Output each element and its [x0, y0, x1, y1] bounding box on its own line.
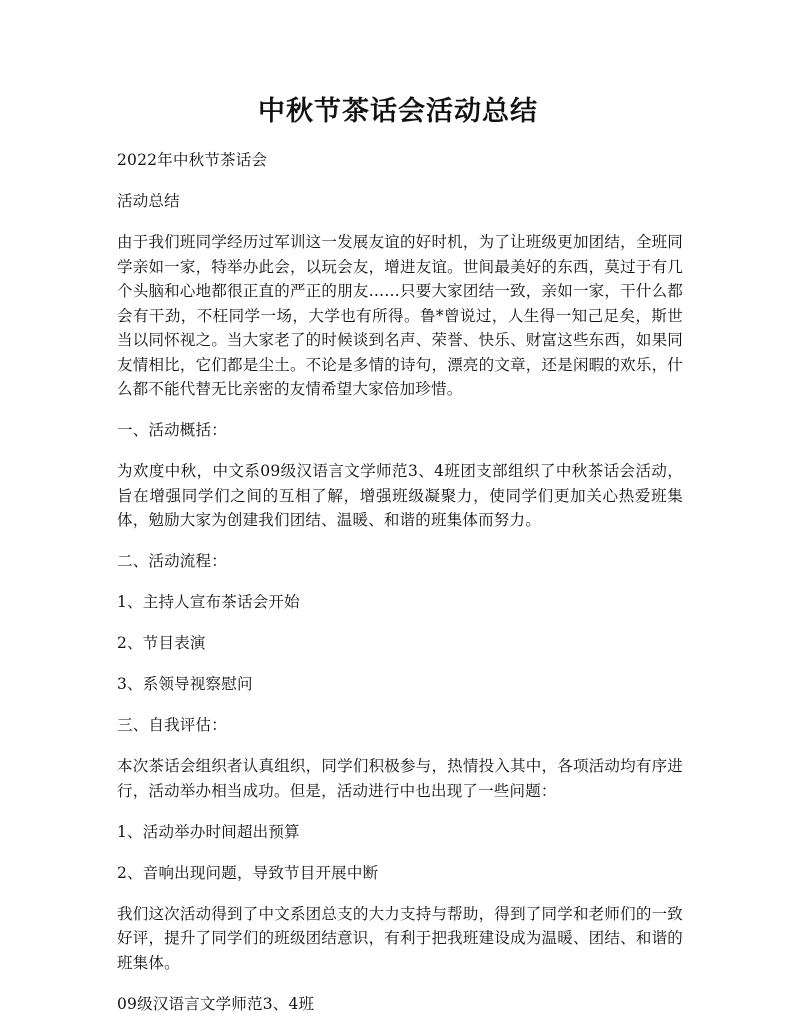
list-item: 2、音响出现问题，导致节目开展中断	[117, 863, 379, 882]
list-item: 1、活动举办时间超出预算	[117, 822, 300, 841]
section-heading: 三、自我评估：	[117, 716, 227, 734]
overview-paragraph: 为欢度中秋，中文系09级汉语言文学师范3、4班团支部组织了中秋茶话会活动，旨在增强同学们之间的互相了解，增强班级凝聚力，使同学们更加关心热爱班集体，勉励大家为创建我们团结、温暖、和谐的班集体而努力。	[117, 462, 683, 529]
closing-paragraph: 我们这次活动得到了中文系团总支的大力支持与帮助，得到了同学和老师们的一致好评，提升了同学们的班级团结意识，有利于把我班建设成为温暖、团结、和谐的班集体。	[117, 904, 683, 972]
intro-paragraph: 由于我们班同学经历过军训这一发展友谊的好时机，为了让班级更加团结，全班同学亲如一家，特举办此会，以玩会友，增进友谊。世间最美好的东西，莫过于有几个头脑和心地都很正直的严正的朋友……只要大家团结一致，亲如一家，干什么都会有干劲，不枉同学一场，大学也有所得。鲁*曾说过，人生得一知己足矣，斯世当以同怀视之。当大家老了的时候谈到名声、荣誉、快乐、财富这些东西，如果同友情相比，它们都是尘土。不论是多情的诗句，漂亮的文章，还是闲暇的欢乐，什么都不能代替无比亲密的友情希望大家倍加珍惜。	[117, 233, 683, 398]
list-item: 1、主持人宣布茶话会开始	[117, 593, 300, 611]
subtitle-line: 2022年中秋节茶话会	[117, 151, 268, 169]
document-title: 中秋节茶话会活动总结	[258, 96, 538, 127]
signature-line: 09级汉语言文学师范3、4班	[117, 994, 315, 1013]
list-item: 2、节目表演	[117, 634, 206, 652]
list-item: 3、系领导视察慰问	[117, 675, 253, 693]
subtitle-line: 活动总结	[117, 192, 180, 210]
section-heading: 一、活动概括：	[117, 421, 227, 439]
document-body	[117, 148, 683, 1033]
evaluation-paragraph: 本次茶话会组织者认真组织，同学们积极参与，热情投入其中，各项活动均有序进行，活动举办相当成功。但是，活动进行中也出现了一些问题：	[117, 757, 683, 800]
section-heading: 二、活动流程：	[117, 552, 227, 570]
